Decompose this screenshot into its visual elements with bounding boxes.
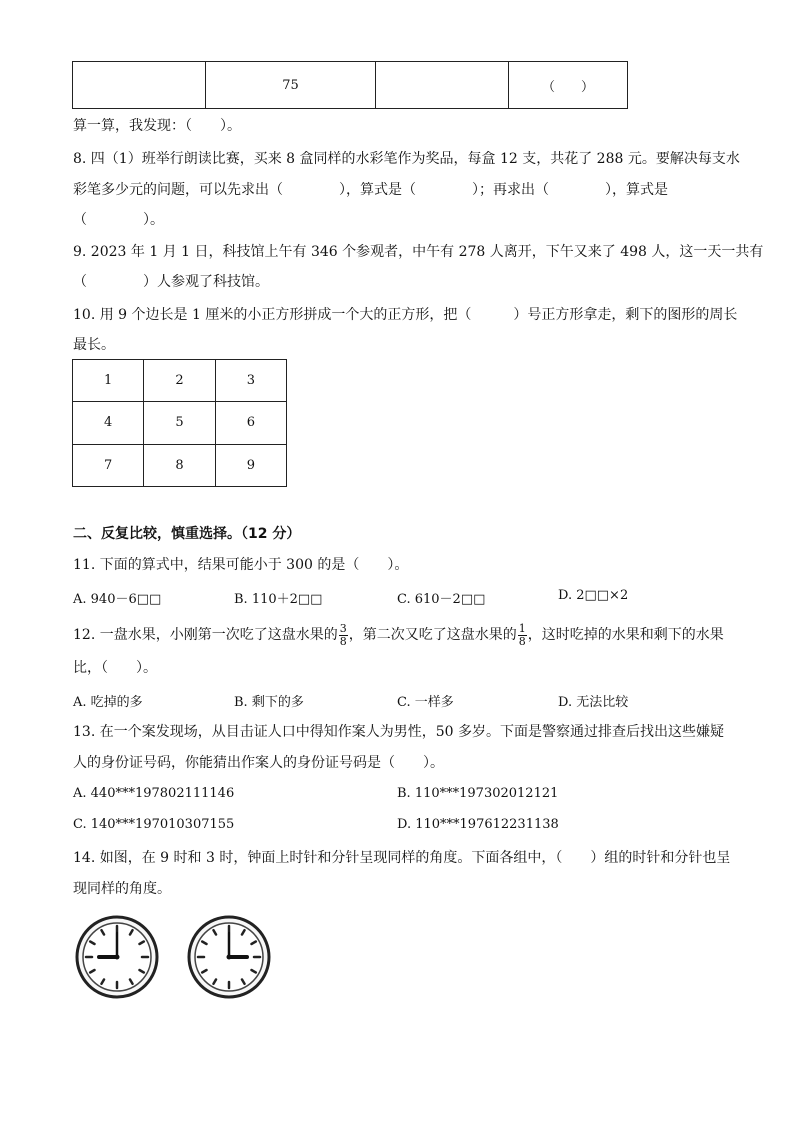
q13-option-d: D. 110***197612231138 bbox=[397, 817, 559, 832]
grid-cell: 7 bbox=[73, 444, 144, 486]
q10-line1: 10. 用 9 个边长是 1 厘米的小正方形拼成一个大的正方形，把（ ）号正方形拿走，剩下的图形的周长 bbox=[73, 307, 738, 323]
fraction-numerator: 3 bbox=[339, 621, 347, 635]
q11-option-b: B. 110＋2□□ bbox=[234, 592, 323, 607]
q12-line1 bbox=[73, 620, 724, 650]
q9-line2: （ ）人参观了科技馆。 bbox=[73, 274, 269, 290]
q12-option-c: C. 一样多 bbox=[397, 695, 454, 710]
grid-cell: 9 bbox=[215, 444, 286, 486]
fraction-denominator: 8 bbox=[339, 634, 347, 648]
grid-cell: 1 bbox=[73, 360, 144, 402]
q12-option-d: D. 无法比较 bbox=[558, 695, 629, 710]
q12-stem-a: 12. 一盘水果，小刚第一次吃了这盘水果的 bbox=[73, 627, 338, 643]
q13-line2: 人的身份证号码，你能猜出作案人的身份证号码是（ ）。 bbox=[73, 755, 444, 771]
section-heading: 二、反复比较，慎重选择。（12 分） bbox=[73, 526, 301, 542]
q10-line2: 最长。 bbox=[73, 337, 115, 353]
q13-line1: 13. 在一个案发现场，从目击证人口中得知作案人为男性，50 多岁。下面是警察通过排查后找出这些嫌疑 bbox=[73, 724, 724, 740]
grid-cell: 6 bbox=[215, 402, 286, 444]
q12-line2: 比，（ ）。 bbox=[73, 660, 157, 676]
clock-icon-9oclock bbox=[74, 914, 160, 1000]
q7-tail: 算一算，我发现：（ ）。 bbox=[73, 118, 241, 134]
q12-option-b: B. 剩下的多 bbox=[234, 695, 304, 710]
table-cell bbox=[376, 62, 509, 109]
q14-line1: 14. 如图，在 9 时和 3 时，钟面上时针和分针呈现同样的角度。下面各组中，（ ）组的时针和分针也呈 bbox=[73, 850, 731, 866]
table-cell: （ ） bbox=[509, 62, 628, 109]
fraction-numerator: 1 bbox=[518, 621, 526, 635]
grid-cell: 8 bbox=[144, 444, 215, 486]
q14-line2: 现同样的角度。 bbox=[73, 881, 171, 897]
grid-cell: 2 bbox=[144, 360, 215, 402]
q11-stem: 11. 下面的算式中，结果可能小于 300 的是（ ）。 bbox=[73, 557, 409, 573]
q12-stem-c: ，这时吃掉的水果和剩下的水果 bbox=[527, 627, 724, 643]
q12-option-a: A. 吃掉的多 bbox=[73, 695, 143, 710]
q13-option-b: B. 110***197302012121 bbox=[397, 786, 559, 801]
q13-option-c: C. 140***197010307155 bbox=[73, 817, 235, 832]
fraction-denominator: 8 bbox=[518, 634, 526, 648]
grid-cell: 5 bbox=[144, 402, 215, 444]
grid-cell: 3 bbox=[215, 360, 286, 402]
q9-line1: 9. 2023 年 1 月 1 日，科技馆上午有 346 个参观者，中午有 278 人离开，下午又来了 498 人，这一天一共有 bbox=[73, 244, 764, 260]
q12-stem-b: ，第二次又吃了这盘水果的 bbox=[348, 627, 517, 643]
table-cell: 75 bbox=[205, 62, 376, 109]
square-grid bbox=[72, 359, 287, 487]
table-cell bbox=[73, 62, 206, 109]
grid-cell: 4 bbox=[73, 402, 144, 444]
fraction-3-8 bbox=[339, 623, 348, 648]
q13-option-a: A. 440***197802111146 bbox=[73, 786, 235, 801]
q8-line1: 8. 四（1）班举行朗读比赛，买来 8 盒同样的水彩笔作为奖品，每盒 12 支，共花了 288 元。要解决每支水 bbox=[73, 151, 740, 167]
clock-icon-3oclock bbox=[186, 914, 272, 1000]
fraction-1-8 bbox=[518, 623, 527, 648]
q11-option-c: C. 610－2□□ bbox=[397, 592, 486, 607]
q11-option-d: D. 2□□×2 bbox=[558, 588, 629, 603]
q11-option-a: A. 940－6□□ bbox=[73, 592, 162, 607]
top-table bbox=[72, 61, 628, 109]
q8-line2: 彩笔多少元的问题，可以先求出（ ），算式是（ ）；再求出（ ），算式是 bbox=[73, 182, 668, 198]
q8-line3: （ ）。 bbox=[73, 212, 164, 228]
